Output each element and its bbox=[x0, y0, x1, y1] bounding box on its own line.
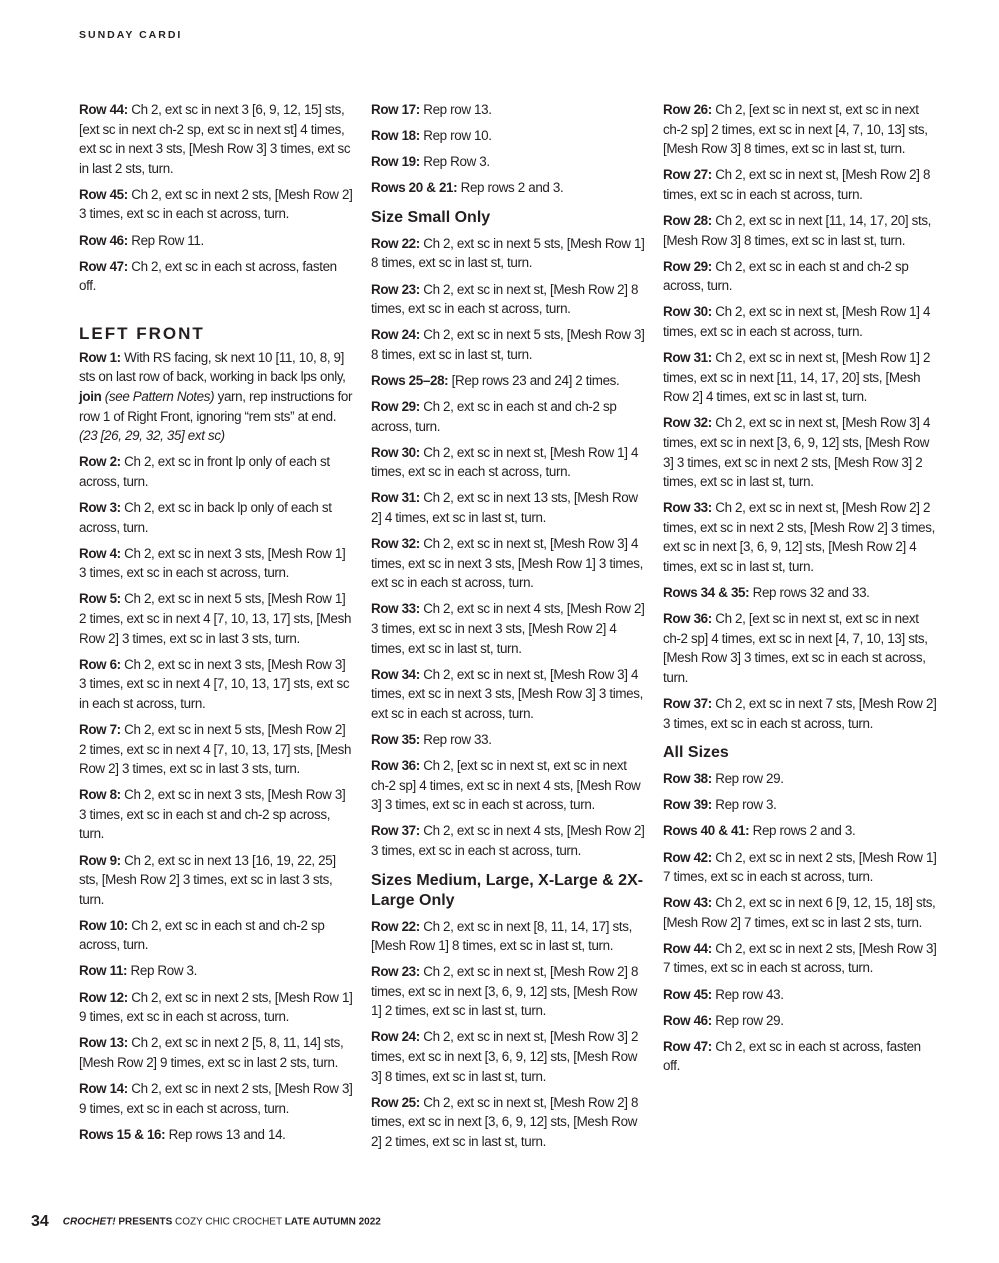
rows-34-35: Rows 34 & 35: Rep rows 32 and 33. bbox=[663, 585, 870, 601]
all-row-46: Row 46: Rep row 29. bbox=[663, 1012, 784, 1028]
row-28: Row 28: Ch 2, ext sc in next [11, 14, 17, 20] sts, [Mesh Row 3] 8 times, ext sc in last st, turn. bbox=[663, 212, 932, 248]
row-36: Row 36: Ch 2, [ext sc in next st, ext sc in next ch-2 sp] 4 times, ext sc in next [4, 7, 10, 13] sts, [Mesh Row 3] 3 times, ext sc in each st across, turn. bbox=[663, 611, 928, 685]
left-front-row-9: Row 9: Ch 2, ext sc in next 13 [16, 19, 22, 25] sts, [Mesh Row 2] 3 times, ext sc in last 3 sts, turn. bbox=[79, 852, 336, 907]
small-row-32: Row 32: Ch 2, ext sc in next st, [Mesh Row 3] 4 times, ext sc in next 3 sts, [Mesh Row 1] 3 times, ext sc in each st across, turn. bbox=[371, 536, 643, 591]
row-29: Row 29: Ch 2, ext sc in each st and ch-2 sp across, turn. bbox=[663, 258, 909, 294]
all-row-39: Row 39: Rep row 3. bbox=[663, 797, 777, 813]
row-31: Row 31: Ch 2, ext sc in next st, [Mesh Row 1] 2 times, ext sc in next [11, 14, 17, 20] sts, [Mesh Row 2] 4 times, ext sc in last st, turn. bbox=[663, 350, 931, 405]
column-middle bbox=[371, 100, 647, 1158]
all-row-43: Row 43: Ch 2, ext sc in next 6 [9, 12, 15, 18] sts, [Mesh Row 2] 7 times, ext sc in last 2 sts, turn. bbox=[663, 895, 936, 930]
medium-row-24: Row 24: Ch 2, ext sc in next st, [Mesh Row 3] 2 times, ext sc in next [3, 6, 9, 12] sts, [Mesh Row 3] 8 times, ext sc in last st, turn. bbox=[371, 1029, 639, 1084]
left-front-row-13: Row 13: Ch 2, ext sc in next 2 [5, 8, 11, 14] sts, [Mesh Row 2] 9 times, ext sc in last 2 sts, turn. bbox=[79, 1035, 344, 1070]
row-27: Row 27: Ch 2, ext sc in next st, [Mesh Row 2] 8 times, ext sc in each st across, turn. bbox=[663, 167, 931, 202]
row-30: Row 30: Ch 2, ext sc in next st, [Mesh Row 1] 4 times, ext sc in each st across, turn. bbox=[663, 304, 931, 339]
page-header: SUNDAY CARDI bbox=[79, 29, 183, 41]
column-left bbox=[79, 100, 355, 1151]
footer-presents: PRESENTS bbox=[115, 1216, 173, 1228]
row-17: Row 17: Rep row 13. bbox=[371, 102, 492, 117]
left-front-row-3: Row 3: Ch 2, ext sc in back lp only of each st across, turn. bbox=[79, 500, 332, 535]
small-row-31: Row 31: Ch 2, ext sc in next 13 sts, [Mesh Row 2] 4 times, ext sc in last st, turn. bbox=[371, 490, 638, 525]
small-row-37: Row 37: Ch 2, ext sc in next 4 sts, [Mesh Row 2] 3 times, ext sc in each st across, turn. bbox=[371, 823, 645, 858]
left-front-row-6: Row 6: Ch 2, ext sc in next 3 sts, [Mesh Row 3] 3 times, ext sc in next 4 [7, 10, 13, 17] sts, ext sc in each st across, turn. bbox=[79, 656, 350, 711]
row-19: Row 19: Rep Row 3. bbox=[371, 154, 490, 170]
section-heading-left-front: LEFT FRONT bbox=[79, 323, 205, 343]
subheading-size-small: Size Small Only bbox=[371, 208, 491, 226]
small-row-24: Row 24: Ch 2, ext sc in next 5 sts, [Mesh Row 3] 8 times, ext sc in last st, turn. bbox=[371, 327, 645, 362]
row-44: Row 44: Ch 2, ext sc in next 3 [6, 9, 12, 15] sts, [ext sc in next ch-2 sp, ext sc in next st] 4 times, ext sc in next 3 sts, [Mesh Row 3] 3 times, ext sc in last 2 sts, turn. bbox=[79, 102, 351, 176]
left-front-row-4: Row 4: Ch 2, ext sc in next 3 sts, [Mesh Row 1] 3 times, ext sc in each st across, turn. bbox=[79, 545, 346, 581]
row-37: Row 37: Ch 2, ext sc in next 7 sts, [Mesh Row 2] 3 times, ext sc in each st across, turn. bbox=[663, 696, 937, 731]
all-row-47: Row 47: Ch 2, ext sc in each st across, fasten off. bbox=[663, 1038, 921, 1074]
footer-brand: CROCHET! bbox=[62, 1216, 116, 1228]
small-row-34: Row 34: Ch 2, ext sc in next st, [Mesh Row 3] 4 times, ext sc in next 3 sts, [Mesh Row 3] 3 times, ext sc in each st across, turn. bbox=[371, 666, 643, 721]
medium-row-25: Row 25: Ch 2, ext sc in next st, [Mesh Row 2] 8 times, ext sc in next [3, 6, 9, 12] sts, [Mesh Row 2] 2 times, ext sc in last st, turn. bbox=[371, 1094, 639, 1149]
small-row-30: Row 30: Ch 2, ext sc in next st, [Mesh Row 1] 4 times, ext sc in each st across, turn. bbox=[371, 444, 639, 480]
left-front-row-5: Row 5: Ch 2, ext sc in next 5 sts, [Mesh Row 1] 2 times, ext sc in next 4 [7, 10, 13, 17] sts, [Mesh Row 2] 3 times, ext sc in last 3 sts, turn. bbox=[79, 591, 352, 646]
small-row-33: Row 33: Ch 2, ext sc in next 4 sts, [Mesh Row 2] 3 times, ext sc in next 3 sts, [Mesh Row 2] 4 times, ext sc in last st, turn. bbox=[371, 601, 645, 656]
small-row-22: Row 22: Ch 2, ext sc in next 5 sts, [Mesh Row 1] 8 times, ext sc in last st, turn. bbox=[371, 235, 645, 271]
row-26: Row 26: Ch 2, [ext sc in next st, ext sc in next ch-2 sp] 2 times, ext sc in next [4, 7, 10, 13] sts, [Mesh Row 3] 8 times, ext sc in last st, turn. bbox=[663, 102, 928, 157]
left-front-row-7: Row 7: Ch 2, ext sc in next 5 sts, [Mesh Row 2] 2 times, ext sc in next 4 [7, 10, 13, 17] sts, [Mesh Row 2] 3 times, ext sc in last 3 sts, turn. bbox=[79, 721, 352, 777]
row-33: Row 33: Ch 2, ext sc in next st, [Mesh Row 2] 2 times, ext sc in next 2 sts, [Mesh Row 2] 3 times, ext sc in next [3, 6, 9, 12] sts, [Mesh Row 2] 4 times, ext sc in last st, turn. bbox=[663, 500, 935, 574]
left-front-row-10: Row 10: Ch 2, ext sc in each st and ch-2 sp across, turn. bbox=[79, 917, 325, 953]
small-row-35: Row 35: Rep row 33. bbox=[371, 731, 492, 747]
small-row-36: Row 36: Ch 2, [ext sc in next st, ext sc in next ch-2 sp] 4 times, ext sc in next 4 sts, [Mesh Row 3] 3 times, ext sc in each st across, turn. bbox=[371, 758, 641, 813]
left-front-row-8: Row 8: Ch 2, ext sc in next 3 sts, [Mesh Row 3] 3 times, ext sc in each st and ch-2 sp across, turn. bbox=[79, 787, 346, 842]
left-front-rows-15-16: Rows 15 & 16: Rep rows 13 and 14. bbox=[79, 1126, 286, 1142]
row-45: Row 45: Ch 2, ext sc in next 2 sts, [Mesh Row 2] 3 times, ext sc in each st across, turn. bbox=[79, 186, 353, 222]
row-47: Row 47: Ch 2, ext sc in each st across, fasten off. bbox=[79, 258, 337, 294]
medium-row-22: Row 22: Ch 2, ext sc in next [8, 11, 14, 17] sts, [Mesh Row 1] 8 times, ext sc in last st, turn. bbox=[371, 918, 632, 954]
page-number: 34 bbox=[31, 1213, 49, 1230]
all-row-42: Row 42: Ch 2, ext sc in next 2 sts, [Mesh Row 1] 7 times, ext sc in each st across, turn. bbox=[663, 849, 937, 885]
all-rows-40-41: Rows 40 & 41: Rep rows 2 and 3. bbox=[663, 823, 856, 839]
all-row-44: Row 44: Ch 2, ext sc in next 2 sts, [Mesh Row 3] 7 times, ext sc in each st across, turn. bbox=[663, 940, 937, 976]
row-18: Row 18: Rep row 10. bbox=[371, 128, 492, 144]
left-front-row-1: Row 1: With RS facing, sk next 10 [11, 10, 8, 9] sts on last row of back, working in back lps only, join (see Pattern Notes) yarn, rep instructions for row 1 of Right Front, ignoring “rem sts” at end. (23 [26, 29, 32, 35] ext sc) bbox=[79, 349, 353, 444]
left-front-row-2: Row 2: Ch 2, ext sc in front lp only of each st across, turn. bbox=[79, 454, 330, 489]
footer-issue: LATE AUTUMN 2022 bbox=[284, 1216, 381, 1228]
small-row-23: Row 23: Ch 2, ext sc in next st, [Mesh Row 2] 8 times, ext sc in each st across, turn. bbox=[371, 281, 639, 317]
all-row-45: Row 45: Rep row 43. bbox=[663, 986, 784, 1002]
left-front-row-14: Row 14: Ch 2, ext sc in next 2 sts, [Mesh Row 3] 9 times, ext sc in each st across, turn. bbox=[79, 1080, 353, 1116]
rows-20-21: Rows 20 & 21: Rep rows 2 and 3. bbox=[371, 180, 564, 196]
medium-row-23: Row 23: Ch 2, ext sc in next st, [Mesh Row 2] 8 times, ext sc in next [3, 6, 9, 12] sts, [Mesh Row 1] 2 times, ext sc in last st, turn. bbox=[371, 964, 639, 1019]
left-front-row-12: Row 12: Ch 2, ext sc in next 2 sts, [Mesh Row 1] 9 times, ext sc in each st across, turn. bbox=[79, 989, 353, 1025]
small-row-29: Row 29: Ch 2, ext sc in each st and ch-2 sp across, turn. bbox=[371, 399, 617, 434]
left-front-row-11: Row 11: Rep Row 3. bbox=[79, 963, 197, 979]
footer-publication: COZY CHIC CROCHET bbox=[172, 1216, 285, 1228]
small-rows-25-28: Rows 25–28: [Rep rows 23 and 24] 2 times. bbox=[371, 372, 620, 388]
column-right bbox=[663, 100, 939, 1082]
subheading-all-sizes: All Sizes bbox=[663, 744, 729, 762]
page-footer bbox=[31, 1213, 381, 1231]
row-46: Row 46: Rep Row 11. bbox=[79, 232, 204, 248]
subheading-sizes-medium-up: Sizes Medium, Large, X-Large & 2X-Large Only bbox=[371, 871, 644, 909]
row-32: Row 32: Ch 2, ext sc in next st, [Mesh Row 3] 4 times, ext sc in next [3, 6, 9, 12] sts, [Mesh Row 3] 3 times, ext sc in next 2 sts, [Mesh Row 3] 2 times, ext sc in last st, turn. bbox=[663, 415, 931, 490]
all-row-38: Row 38: Rep row 29. bbox=[663, 771, 784, 787]
